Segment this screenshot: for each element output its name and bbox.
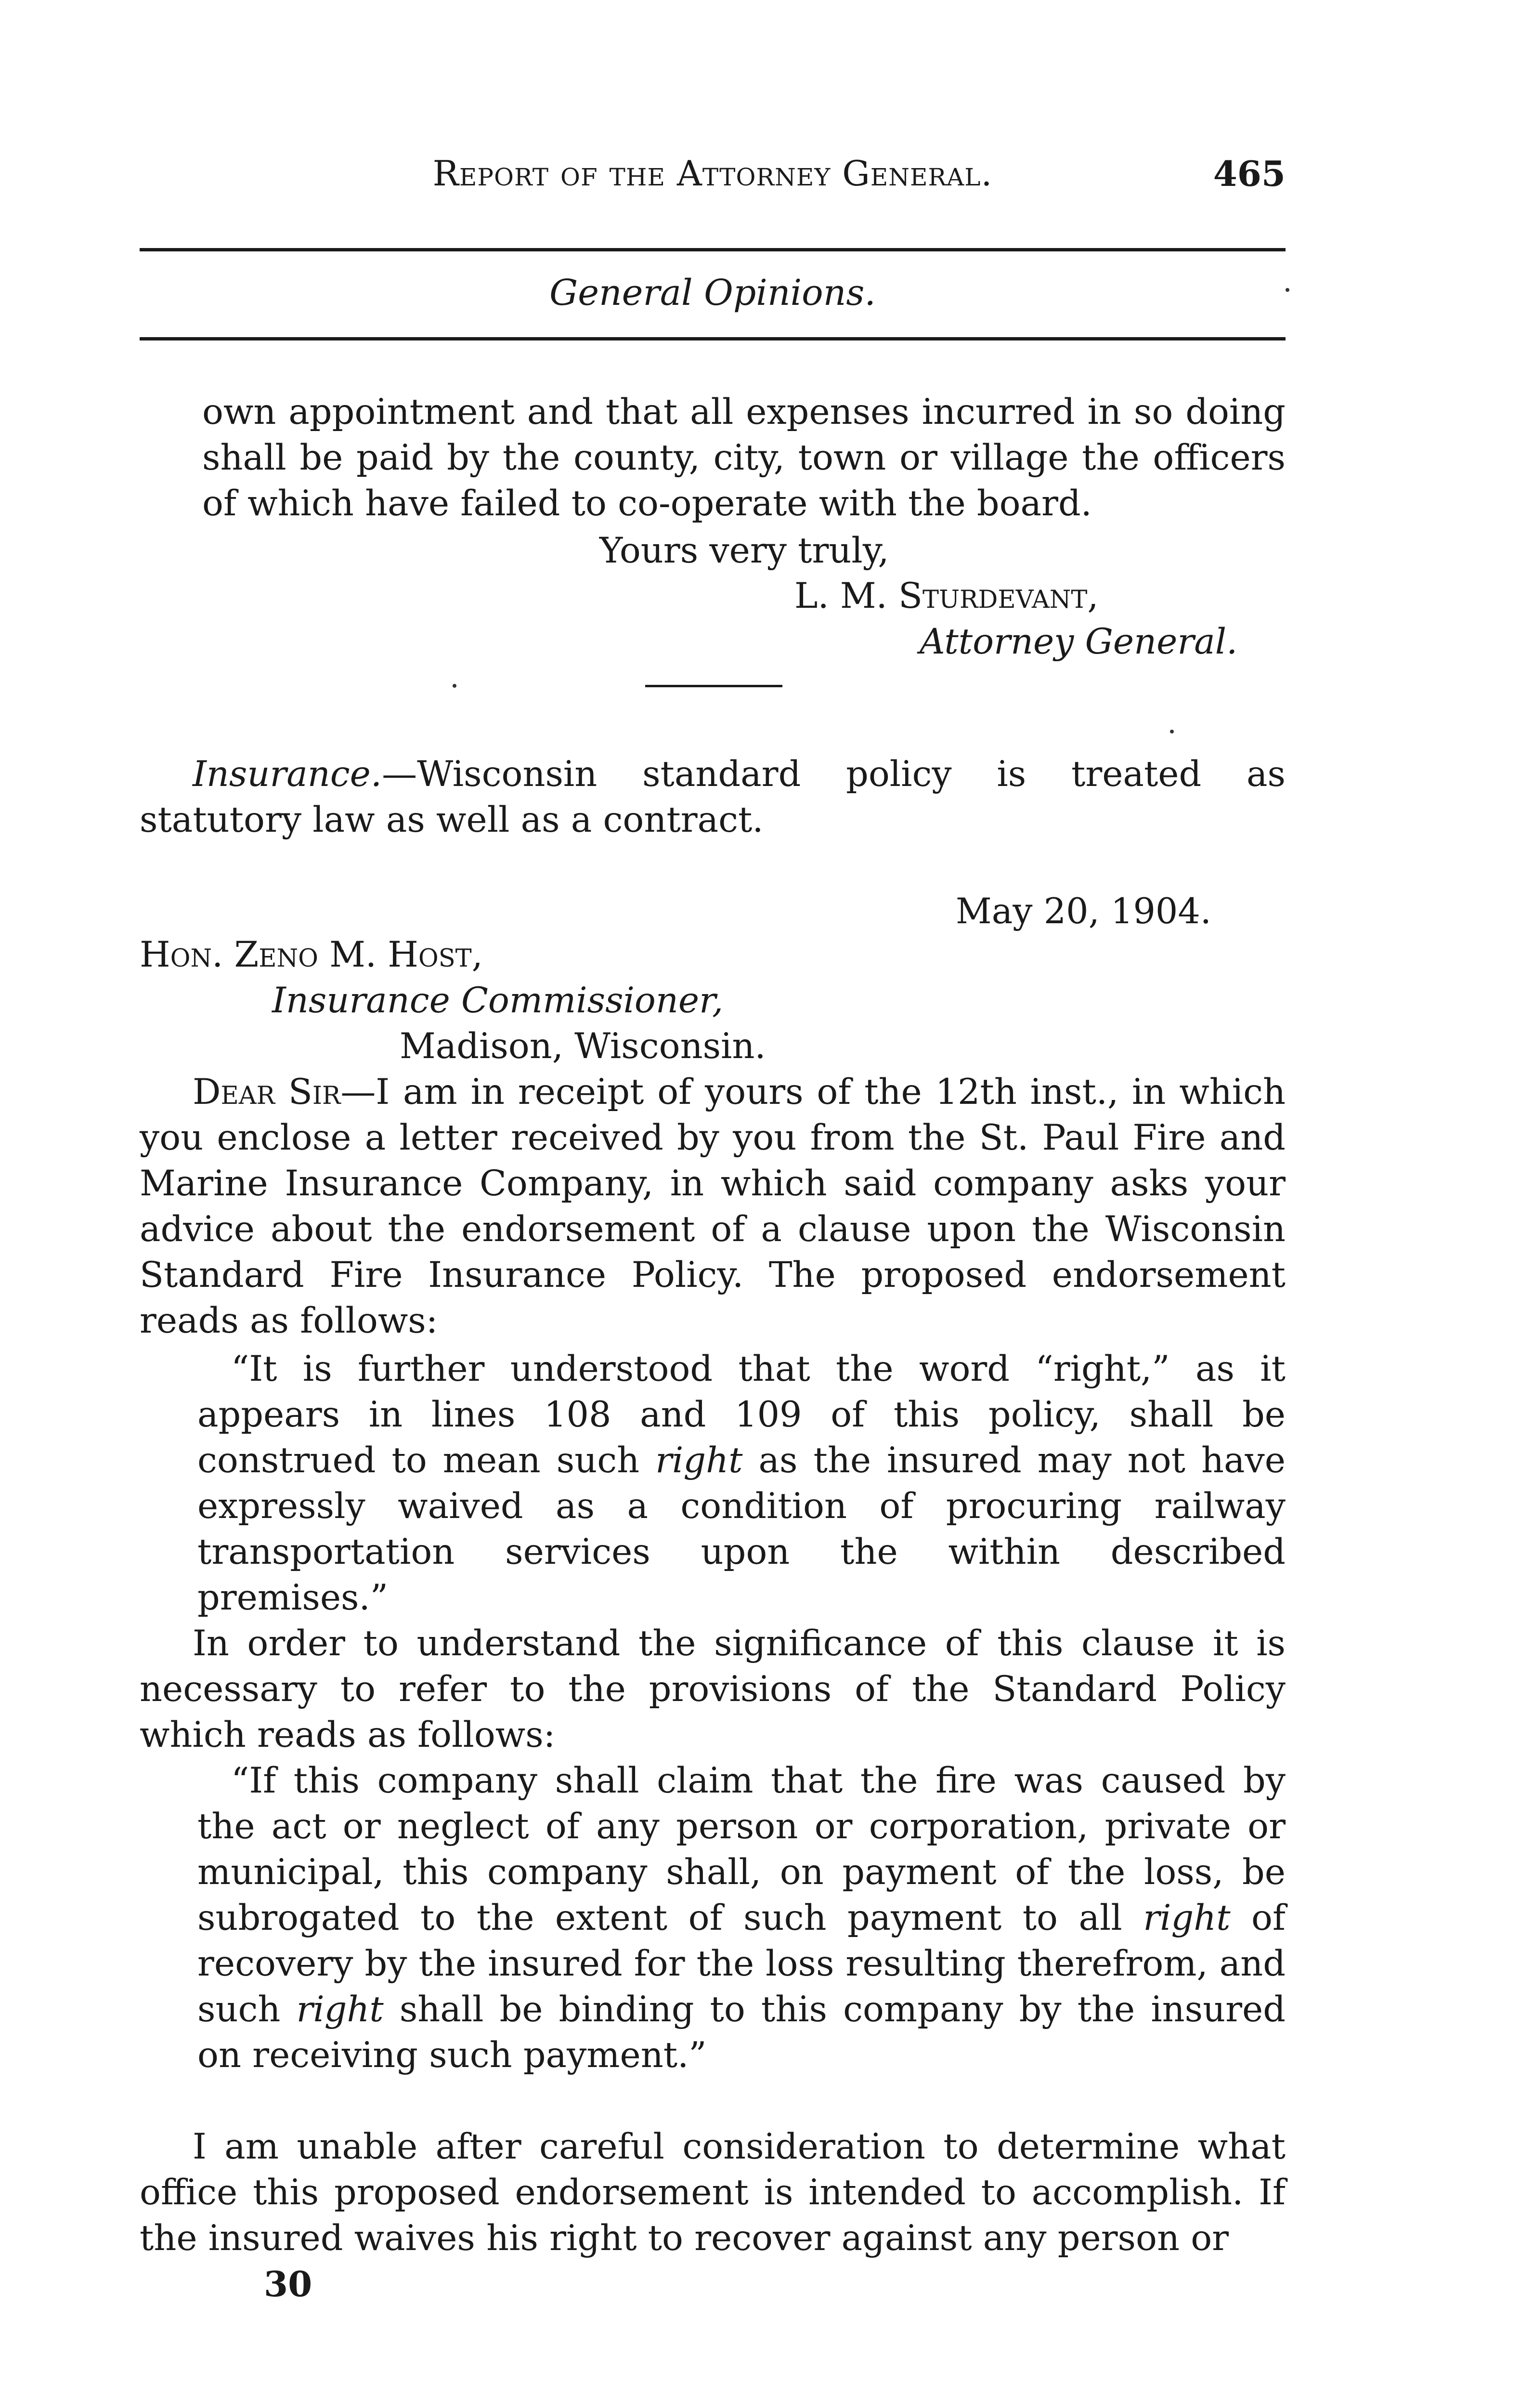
paragraph-3-text: I am unable after careful consideration to determine what office this proposed endorsement is intended to accomplish. If the insured waives his right to recover against any person or — [140, 2126, 1286, 2259]
paragraph-2-text: In order to understand the significance of this clause it is necessary to refer to the provisions of the Standard Policy which reads as follows: — [140, 1623, 1286, 1755]
complimentary-close: Yours very truly, — [599, 530, 889, 571]
quote1-text-b: as the insured may not have expressly waived as a condition of procuring railway transportation services upon the within described premises.” — [197, 1440, 1286, 1618]
quote2-text-a: “If this company shall claim that the fire was caused by the act or neglect of any person or corporation, private or municipal, this company shall, on payment of the loss, be subrogated to the extent of such payment to all — [197, 1760, 1286, 1938]
running-title: Report of the Attorney General. — [432, 153, 993, 194]
opinion-separator — [645, 685, 782, 687]
letter-date: May 20, 1904. — [956, 891, 1211, 932]
headnote-text: —Wisconsin standard policy is treated as statutory law as well as a contract. — [140, 754, 1286, 840]
quote2-italic-a: right — [1143, 1898, 1231, 1938]
letter-body-paragraph-2 — [140, 1621, 1286, 1758]
paragraph-1-text: —I am in receipt of yours of the 12th inst., in which you enclose a letter received by you from the St. Paul Fire and Marine Insurance Company, in which said company asks your advice about the endorsement of a clause upon the Wisconsin Standard Fire Insurance Policy. The proposed endorsement reads as follows: — [140, 1072, 1286, 1341]
letter-body-paragraph-1 — [140, 1069, 1286, 1344]
addressee-name: Hon. Zeno M. Host, — [140, 934, 483, 975]
letter-body-paragraph-3 — [140, 2124, 1286, 2261]
signer-title: Attorney General. — [920, 621, 1238, 662]
salutation: Dear Sir — [193, 1072, 341, 1112]
quote2-italic-b: right — [296, 1989, 384, 2030]
addressee-title: Insurance Commissioner, — [272, 980, 724, 1021]
print-speck — [1170, 730, 1174, 733]
previous-opinion-closing — [202, 389, 1286, 526]
quote2-text-c: shall be binding to this company by the insured on receiving such payment.” — [197, 1989, 1286, 2076]
signer-name: L. M. Sturdevant, — [794, 576, 1099, 616]
signature-mark: 30 — [264, 2264, 312, 2304]
print-speck — [1286, 288, 1289, 292]
section-rule — [140, 337, 1286, 340]
headnote-topic: Insurance. — [193, 754, 382, 795]
print-speck — [453, 684, 456, 688]
running-head — [140, 153, 1286, 206]
page-number: 465 — [1213, 153, 1286, 194]
top-rule — [140, 248, 1286, 251]
quoted-endorsement — [197, 1346, 1286, 1621]
quote1-text-a: “It is further understood that the word “right,” as it appears in lines 108 and 109 of this policy, shall be construed to mean such — [197, 1348, 1286, 1481]
section-heading: General Opinions. — [549, 272, 876, 314]
headnote — [140, 751, 1286, 843]
quote1-italic: right — [655, 1440, 743, 1481]
addressee-location: Madison, Wisconsin. — [400, 1026, 766, 1067]
quoted-policy-provision — [197, 1758, 1286, 2078]
closing-paragraph: own appointment and that all expenses incurred in so doing shall be paid by the county, city, town or village the officers of which have failed to co-operate with the board. — [202, 392, 1286, 524]
quote2-text-b: of recovery by the insured for the loss resulting therefrom, and such — [197, 1898, 1286, 2030]
